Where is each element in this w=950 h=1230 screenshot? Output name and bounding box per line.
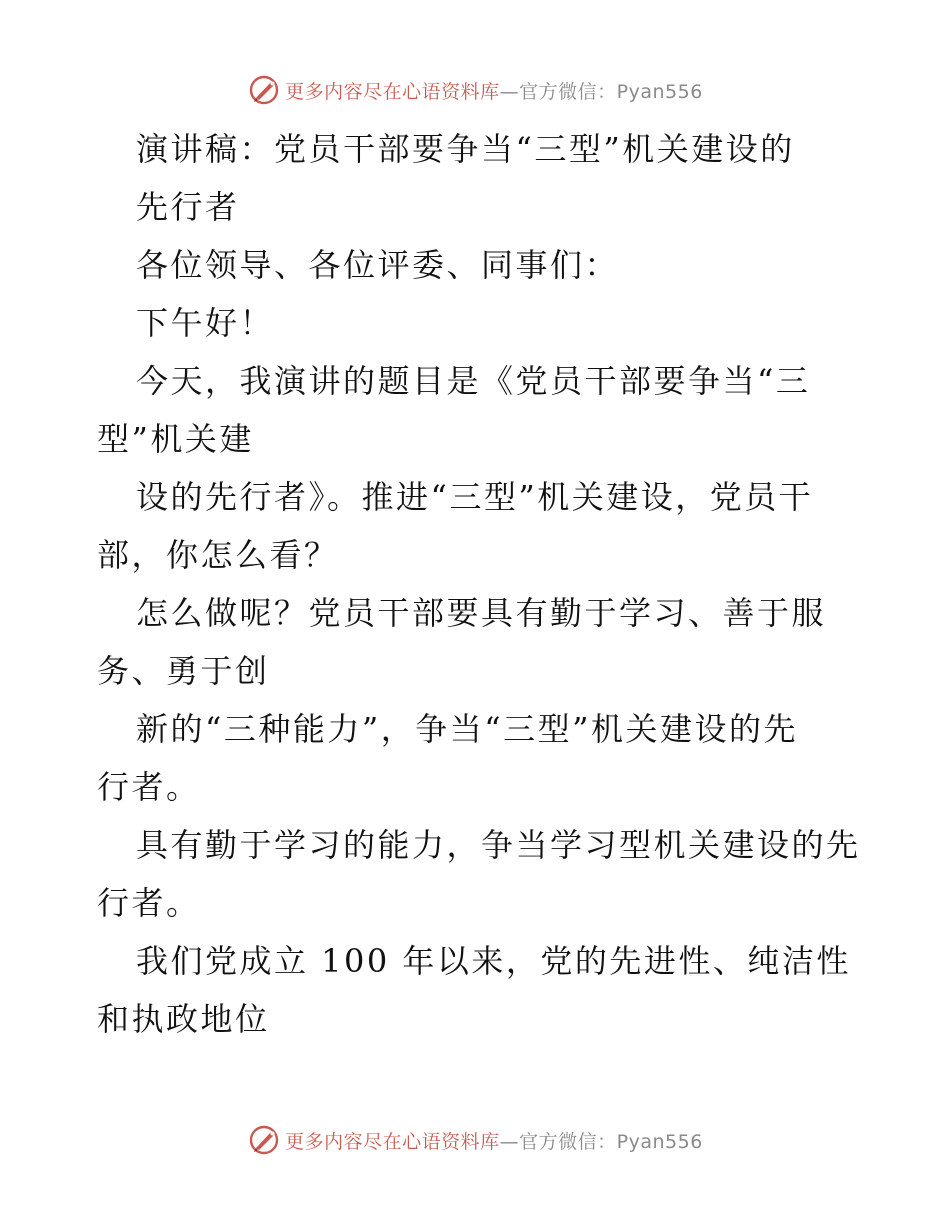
footer-watermark [0, 1120, 950, 1160]
pen-logo-icon [247, 73, 281, 107]
paragraph-line: 先行者 [136, 188, 240, 226]
header-brand-secondary: —官方微信：Pyan556 [499, 80, 703, 103]
paragraph-line: 下午好！ [136, 304, 275, 342]
paragraph-line: 务、勇于创 [97, 652, 270, 690]
header-brand-text [285, 77, 703, 104]
paragraph-line: 新的“三种能力”，争当“三型”机关建设的先 [136, 710, 798, 748]
paragraph-line: 设的先行者》。推进“三型”机关建设，党员干 [136, 478, 814, 516]
header-brand-primary: 更多内容尽在心语资料库 [285, 80, 500, 103]
pen-logo-icon [247, 1123, 281, 1157]
paragraph-line: 怎么做呢？党员干部要具有勤于学习、善于服 [136, 594, 827, 632]
paragraph-line: 行者。 [97, 884, 201, 922]
paragraph-line: 行者。 [97, 768, 201, 806]
footer-brand-secondary: —官方微信：Pyan556 [499, 1130, 703, 1153]
header-watermark [0, 70, 950, 110]
paragraph-line: 部，你怎么看？ [97, 536, 339, 574]
paragraph-line: 和执政地位 [97, 1000, 270, 1038]
paragraph-line: 我们党成立 100 年以来，党的先进性、纯洁性 [136, 942, 851, 980]
paragraph-line: 各位领导、各位评委、同事们： [136, 246, 620, 284]
paragraph-line: 具有勤于学习的能力，争当学习型机关建设的先 [136, 826, 861, 864]
paragraph-line: 今天，我演讲的题目是《党员干部要争当“三 [136, 362, 811, 400]
document-body [97, 120, 867, 1048]
footer-brand-text [285, 1127, 703, 1154]
footer-brand-primary: 更多内容尽在心语资料库 [285, 1130, 500, 1153]
paragraph-line: 演讲稿：党员干部要争当“三型”机关建设的 [136, 130, 795, 168]
paragraph-line: 型”机关建 [97, 420, 254, 458]
